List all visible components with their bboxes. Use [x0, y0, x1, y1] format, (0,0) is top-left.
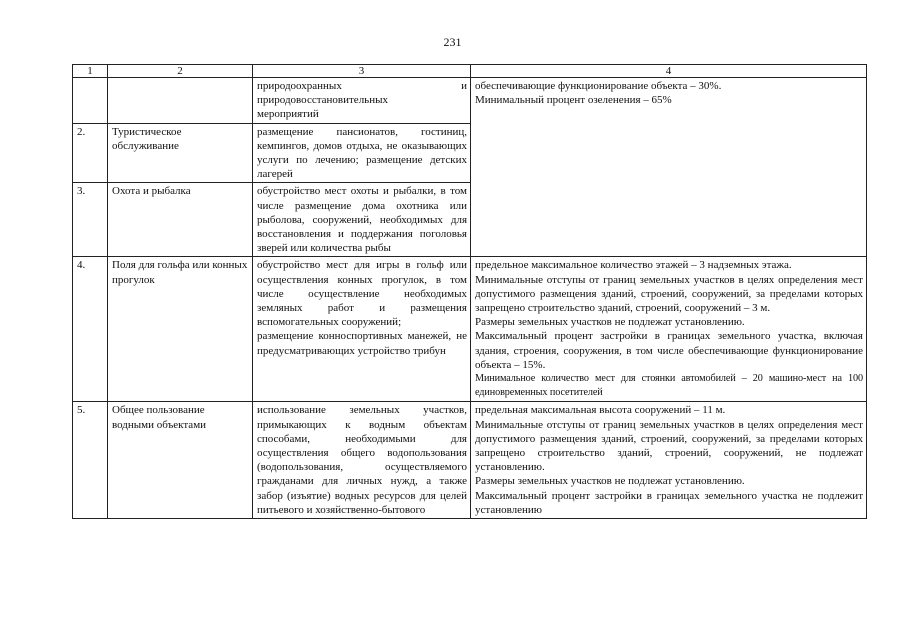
- parameter-text: предельная максимальная высота сооружений – 11 м.: [475, 404, 726, 417]
- table-row: [73, 402, 867, 519]
- parameter-text: Минимальный процент озеленения – 65%: [475, 94, 672, 107]
- parameter-text: предельное максимальное количество этажей – 3 надземных этажа.: [475, 259, 792, 272]
- description-line: природовосстановительных: [257, 94, 388, 107]
- row-name: [108, 78, 253, 124]
- row-parameters: [471, 402, 867, 519]
- row-number: 3.: [73, 183, 108, 257]
- row-number: 4.: [73, 257, 108, 402]
- row-number: 5.: [73, 402, 108, 519]
- parameter-text: Размеры земельных участков не подлежат установлению.: [475, 316, 745, 329]
- description-text: обустройство мест для игры в гольф или осуществления конных прогулок, в том числе осуществление необходимых земляных работ и размещения вспомогательных сооружений;: [257, 259, 467, 329]
- row-name: Туристическое обслуживание: [108, 123, 253, 183]
- row-name: Поля для гольфа или конных прогулок: [108, 257, 253, 402]
- row-parameters: [471, 78, 867, 257]
- column-header: 3: [253, 65, 471, 78]
- column-header: 2: [108, 65, 253, 78]
- parameter-text: Максимальный процент застройки в границах земельного участка не подлежит установлению: [475, 489, 863, 516]
- parameter-text: Минимальные отступы от границ земельных участков в целях определения мест допустимого размещения зданий, строений, сооружений, за пределами которых запрещено строительство зданий, строений, сооружений, не подлежат установлению.: [475, 418, 863, 474]
- zoning-table: [72, 64, 867, 519]
- parameter-text: Размеры земельных участков не подлежат установлению.: [475, 475, 745, 488]
- row-number: [73, 78, 108, 124]
- row-description: обустройство мест охоты и рыбалки, в том числе размещение дома охотника или рыболова, сооружений, необходимых для восстановления и поддержания поголовья зверей или количества рыбы: [253, 183, 471, 257]
- column-header: 4: [471, 65, 867, 78]
- column-header: 1: [73, 65, 108, 78]
- page-number: 231: [443, 35, 462, 49]
- description-text: размещение конноспортивных манежей, не предусматривающих устройство трибун: [257, 330, 467, 357]
- row-description: [253, 78, 471, 124]
- row-description: использование земельных участков, примыкающих к водным объектам способами, необходимыми для осуществления общего водопользования (водопользования, осуществляемого гражданами для личных нужд, а также забор (изъятие) водных ресурсов для целей питьевого и хозяйственно-бытового: [253, 402, 471, 519]
- table-row: [73, 78, 867, 124]
- description-line: мероприятий: [257, 108, 319, 121]
- row-number: 2.: [73, 123, 108, 183]
- description-line: природоохранных и: [257, 80, 467, 92]
- row-parameters: [471, 257, 867, 402]
- table-header-row: [73, 65, 867, 78]
- table-row: [73, 257, 867, 402]
- parameter-text: обеспечивающие функционирование объекта – 30%.: [475, 80, 722, 92]
- row-description: размещение пансионатов, гостиниц, кемпингов, домов отдыха, не оказывающих услуги по лечению; размещение детских лагерей: [253, 123, 471, 183]
- parameter-text: Минимальные отступы от границ земельных участков в целях определения мест допустимого размещения зданий, строений, сооружений, за пределами которых запрещено строительство зданий, строений, сооружений – 3 м.: [475, 273, 863, 315]
- row-name: Общее пользование водными объектами: [108, 402, 253, 519]
- parameter-text: Максимальный процент застройки в границах земельного участка, включая здания, строения, сооружения, в том числе обеспечивающие функционирование объекта – 15%.: [475, 330, 863, 371]
- row-name: Охота и рыбалка: [108, 183, 253, 257]
- parameter-text: Минимальное количество мест для стоянки автомобилей – 20 машино-мест на 100 единовременных посетителей: [475, 373, 863, 399]
- row-description: [253, 257, 471, 402]
